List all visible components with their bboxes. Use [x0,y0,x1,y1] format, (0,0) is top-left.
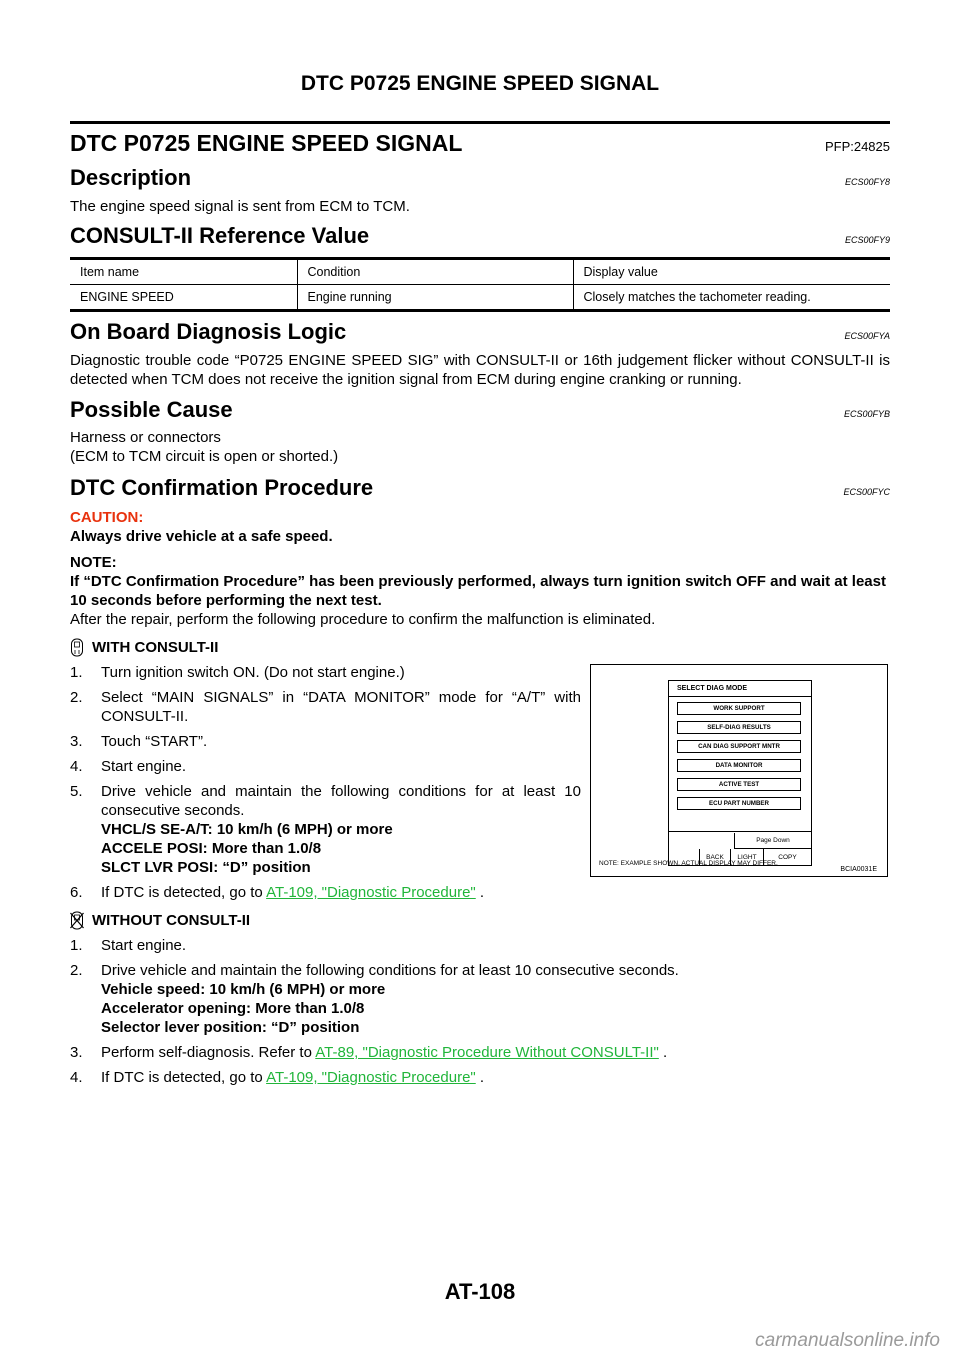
self-diagnosis-procedure-link[interactable]: AT-89, "Diagnostic Procedure Without CONSULT-II" [315,1044,659,1061]
figure-note: NOTE: EXAMPLE SHOWN. ACTUAL DISPLAY MAY DIFFER. [599,860,778,867]
copy-button: COPY [763,849,811,866]
with-consult-steps [70,663,581,902]
step-text: Drive vehicle and maintain the following conditions for at least 10 consecutive seconds. [101,962,679,979]
condition-line: ACCELE POSI: More than 1.0/8 [101,840,322,857]
condition-line: Selector lever position: “D” position [101,1019,360,1036]
condition-line: SLCT LVR POSI: “D” position [101,859,311,876]
step-text: Start engine. [101,758,187,775]
self-diag-results-button: SELF-DIAG RESULTS [677,721,801,734]
step-number: 3. [70,733,83,750]
condition-line: Accelerator opening: More than 1.0/8 [101,1000,365,1017]
section-code: ECS00FY9 [844,235,890,245]
table-cell: ENGINE SPEED [70,285,297,311]
confirmation-heading-row [70,475,890,501]
without-consult-heading [70,911,890,930]
table-cell: Closely matches the tachometer reading. [573,285,890,311]
screen-bottom-bar [669,831,811,861]
confirmation-heading: DTC Confirmation Procedure [70,475,374,500]
watermark: carmanualsonline.info [755,1330,940,1351]
step-text: . [479,1069,485,1086]
step-number: 6. [70,884,83,901]
without-consult-steps [70,936,890,1087]
step-text: Drive vehicle and maintain the following conditions for at least 10 consecutive seconds. [101,783,581,819]
page-content [70,128,890,1087]
step-text: Start engine. [101,937,187,954]
step-number: 5. [70,783,83,800]
step-text: . [479,884,485,901]
step-number: 2. [70,962,83,979]
condition-line: Vehicle speed: 10 km/h (6 MPH) or more [101,981,386,998]
consult-screen-figure [590,664,888,877]
section-code: ECS00FY8 [844,177,890,187]
diagnostic-procedure-link[interactable]: AT-109, "Diagnostic Procedure" [266,884,476,901]
consult-ref-heading-row [70,223,890,249]
step-number: 3. [70,1044,83,1061]
with-consult-heading [70,638,890,657]
no-consult-tool-icon [70,911,84,930]
obd-text: Diagnostic trouble code “P0725 ENGINE SPEED SIG” with CONSULT-II or 16th judgement flicker without CONSULT-II is detected when TCM does not receive the ignition signal from ECM during engine cranking or running. [70,352,890,388]
list-item [70,688,581,726]
data-monitor-button: DATA MONITOR [677,759,801,772]
running-header: DTC P0725 ENGINE SPEED SIGNAL [300,72,660,95]
step-text: Touch “START”. [101,733,208,750]
table-header-cell: Condition [297,259,573,285]
step-text: Perform self-diagnosis. Refer to [101,1044,312,1061]
reference-value-table [70,257,890,312]
work-support-button: WORK SUPPORT [677,702,801,715]
step-number: 4. [70,1069,83,1086]
step-number: 1. [70,937,83,954]
list-item [70,757,581,776]
diagnostic-procedure-link[interactable]: AT-109, "Diagnostic Procedure" [266,1069,476,1086]
step-number: 2. [70,689,83,706]
table-header-row [70,259,890,285]
section-code: ECS00FYA [844,331,890,341]
figure-id: BCIA0031E [840,866,877,873]
doc-title: DTC P0725 ENGINE SPEED SIGNAL [70,130,463,156]
cause-heading-row [70,397,890,423]
list-item [70,961,890,1037]
list-item [70,1068,890,1087]
without-consult-label: WITHOUT CONSULT-II [92,912,251,929]
ecu-part-number-button: ECU PART NUMBER [677,797,801,810]
step-text: . [663,1044,668,1061]
table-row [70,285,890,311]
list-item [70,732,581,751]
list-item [70,782,581,877]
description-text: The engine speed signal is sent from ECM to TCM. [70,198,410,215]
screen-title: SELECT DIAG MODE [669,681,811,697]
cause-line-2: (ECM to TCM circuit is open or shorted.) [70,448,339,465]
section-code: ECS00FYC [843,487,890,497]
step-text: If DTC is detected, go to [101,884,263,901]
caution-text: Always drive vehicle at a safe speed. [70,528,333,545]
cause-heading: Possible Cause [70,397,233,422]
section-code: ECS00FYB [843,409,890,419]
description-heading-row [70,165,890,191]
condition-line: VHCL/S SE-A/T: 10 km/h (6 MPH) or more [101,821,393,838]
note-label: NOTE: [70,554,117,571]
list-item [70,663,581,682]
part-number: PFP:24825 [824,139,890,154]
caution-label: CAUTION: [70,509,144,526]
table-header-cell: Item name [70,259,297,285]
cause-line-1: Harness or connectors [70,429,221,446]
step-text: Turn ignition switch ON. (Do not start engine.) [101,664,405,681]
obd-heading-row [70,319,890,345]
doc-title-row [70,130,890,157]
step-number: 1. [70,664,83,681]
step-text: If DTC is detected, go to [101,1069,263,1086]
page-number: AT-108 [444,1279,516,1304]
step-text: Select “MAIN SIGNALS” in “DATA MONITOR” mode for “A/T” with CONSULT-II. [101,689,581,725]
active-test-button: ACTIVE TEST [677,778,801,791]
description-heading: Description [70,165,192,190]
back-button: BACK [699,849,730,866]
list-item [70,1043,890,1062]
list-item [70,936,890,955]
note-text: If “DTC Confirmation Procedure” has been previously performed, always turn ignition switch OFF and wait at least 10 seconds before performing the next test. [70,573,886,609]
after-repair-text: After the repair, perform the following procedure to confirm the malfunction is eliminated. [70,611,656,628]
step-number: 4. [70,758,83,775]
obd-heading: On Board Diagnosis Logic [70,319,347,344]
can-diag-support-button: CAN DIAG SUPPORT MNTR [677,740,801,753]
consult-tool-icon [70,638,84,657]
with-consult-label: WITH CONSULT-II [92,639,219,656]
page-down-button: Page Down [734,833,811,849]
consult-screen [668,680,812,866]
list-item [70,883,581,902]
consult-ref-heading: CONSULT-II Reference Value [70,223,370,248]
table-cell: Engine running [297,285,573,311]
header-rule [70,121,890,124]
table-header-cell: Display value [573,259,890,285]
light-button: LIGHT [730,849,763,866]
